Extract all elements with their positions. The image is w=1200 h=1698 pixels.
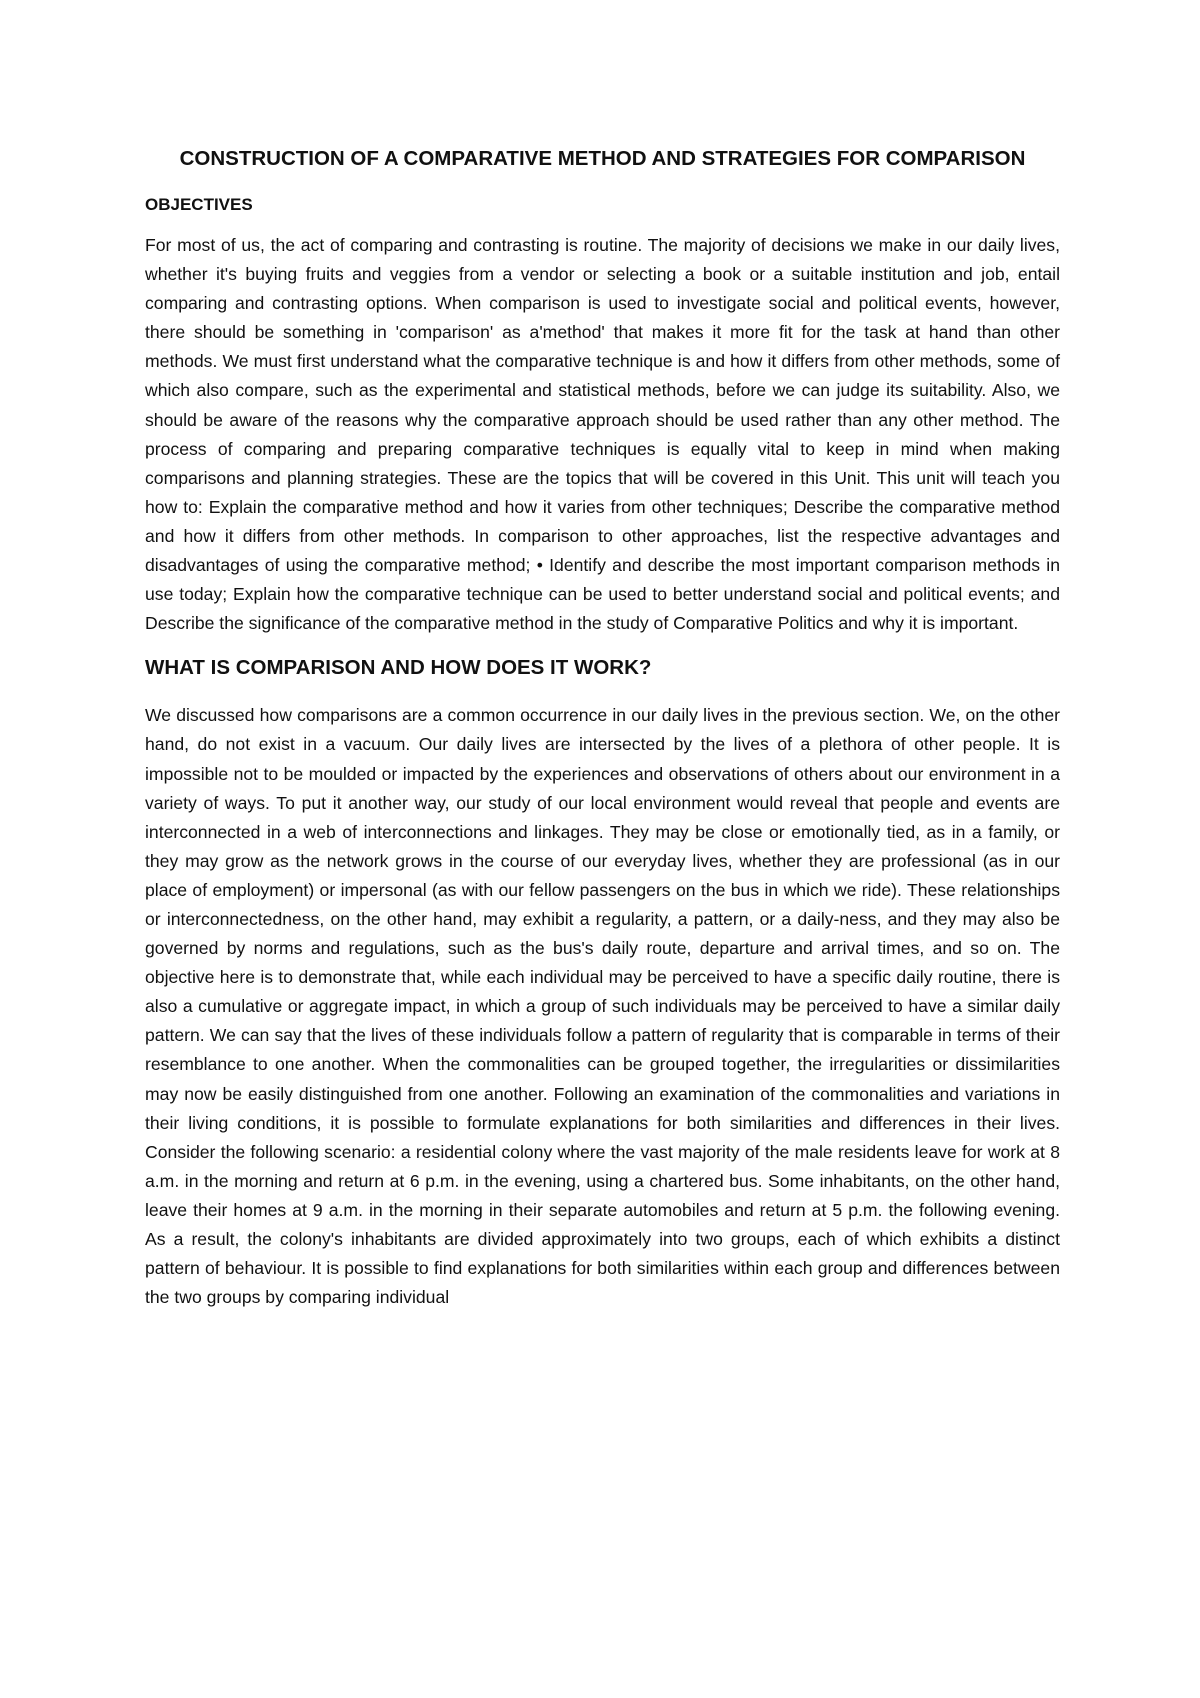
- objectives-heading: OBJECTIVES: [145, 195, 253, 214]
- objectives-paragraph: For most of us, the act of comparing and contrasting is routine. The majority of decisions we make in our daily lives, whether it's buying fruits and veggies from a vendor or selecting a book or a suitable institution and job, entail comparing and contrasting options. When comparison is used to investigate social and political events, however, there should be something in 'comparison' as a'method' that makes it more fit for the task at hand than other methods. We must first understand what the comparative technique is and how it differs from other methods, some of which also compare, such as the experimental and statistical methods, before we can judge its suitability. Also, we should be aware of the reasons why the comparative approach should be used rather than any other method. The process of comparing and preparing comparative techniques is equally vital to keep in mind when making comparisons and planning strategies. These are the topics that will be covered in this Unit. This unit will teach you how to: Explain the comparative method and how it varies from other techniques; Describe the comparative method and how it differs from other methods. In comparison to other approaches, list the respective advantages and disadvantages of using the comparative method; • Identify and describe the most important comparison methods in use today; Explain how the comparative technique can be used to better understand social and political events; and Describe the significance of the comparative method in the study of Comparative Politics and why it is important.: [145, 235, 1060, 634]
- document-page: [145, 143, 1060, 1312]
- section-heading: WHAT IS COMPARISON AND HOW DOES IT WORK?: [145, 656, 652, 680]
- document-title: CONSTRUCTION OF A COMPARATIVE METHOD AND STRATEGIES FOR COMPARISON: [179, 147, 1026, 170]
- section-paragraph: We discussed how comparisons are a common occurrence in our daily lives in the previous section. We, on the other hand, do not exist in a vacuum. Our daily lives are intersected by the lives of a plethora of other people. It is impossible not to be moulded or impacted by the experiences and observations of others about our environment in a variety of ways. To put it another way, our study of our local environment would reveal that people and events are interconnected in a web of interconnections and linkages. They may be close or emotionally tied, as in a family, or they may grow as the network grows in the course of our everyday lives, whether they are professional (as in our place of employment) or impersonal (as with our fellow passengers on the bus in which we ride). These relationships or interconnectedness, on the other hand, may exhibit a regularity, a pattern, or a daily-ness, and they may also be governed by norms and regulations, such as the bus's daily route, departure and arrival times, and so on. The objective here is to demonstrate that, while each individual may be perceived to have a specific daily routine, there is also a cumulative or aggregate impact, in which a group of such individuals may be perceived to have a similar daily pattern. We can say that the lives of these individuals follow a pattern of regularity that is comparable in terms of their resemblance to one another. When the commonalities can be grouped together, the irregularities or dissimilarities may now be easily distinguished from one another. Following an examination of the commonalities and variations in their living conditions, it is possible to formulate explanations for both similarities and differences in their lives. Consider the following scenario: a residential colony where the vast majority of the male residents leave for work at 8 a.m. in the morning and return at 6 p.m. in the evening, using a chartered bus. Some inhabitants, on the other hand, leave their homes at 9 a.m. in the morning in their separate automobiles and return at 5 p.m. the following evening. As a result, the colony's inhabitants are divided approximately into two groups, each of which exhibits a distinct pattern of behaviour. It is possible to find explanations for both similarities within each group and differences between the two groups by comparing individual: [145, 705, 1060, 1308]
